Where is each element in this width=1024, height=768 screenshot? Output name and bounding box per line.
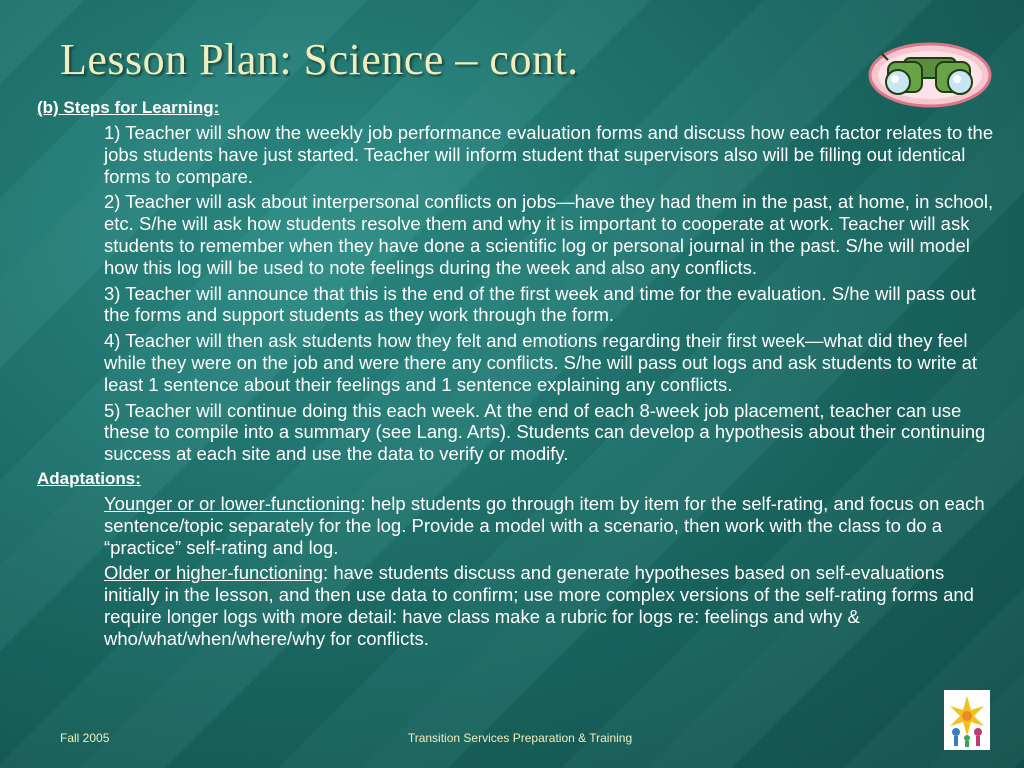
step-item: 4) Teacher will then ask students how they felt and emotions regarding their first week—what did they feel while they were on the job and were there any conflicts. S/he will pass out logs and ask students to write at least 1 sentence about their feelings and 1 sentence explaining any conflicts.	[104, 330, 978, 395]
footer-organization: Transition Services Preparation & Training	[407, 731, 633, 745]
step-item: 1) Teacher will show the weekly job performance evaluation forms and discuss how each factor relates to the jobs students have just started. Teacher will inform student that supervisors also will be filling out identical forms to compare.	[104, 122, 994, 187]
organization-logo-icon	[944, 690, 990, 750]
step-item: 2) Teacher will ask about interpersonal conflicts on jobs—have they had them in the past, at home, in school, etc. S/he will ask how students resolve them and why it is important to cooperate at work. Teacher will ask students to remember when they have done a scientific log or personal journal in the past. S/he will model how this log will be used to note feelings during the week and also any conflicts.	[104, 191, 994, 278]
adaptation-text: : help students go through item by item for the self-rating, and focus on each sentence/topic separately for the log. Provide a model with a scenario, then work with the class to do a “practice” self-rating and log.	[104, 492, 985, 558]
slide-body	[37, 98, 1002, 654]
step-item: 3) Teacher will announce that this is the end of the first week and time for the evaluation. S/he will pass out the forms and support students as they work through the form.	[104, 282, 976, 326]
adaptation-label: Younger or or lower-functioning	[104, 492, 361, 514]
adaptation-text: : have students discuss and generate hypotheses based on self-evaluations initially in the lesson, and then use data to confirm; use more complex versions of the self-rating forms and require longer logs with more detail: have class make a rubric for logs re: feelings and why & who/what/when/where/why for conflicts.	[104, 562, 974, 649]
adaptation-item	[104, 562, 1002, 649]
step-item: 5) Teacher will continue doing this each week. At the end of each 8-week job placement, teacher can use these to compile into a summary (see Lang. Arts). Students can develop a hypothesis about their continuing success at each site and use the data to verify or modify.	[104, 399, 986, 465]
adaptations-heading: Adaptations:	[37, 468, 141, 488]
adaptation-label: Older or higher-functioning	[104, 562, 324, 584]
slide-title: Lesson Plan: Science – cont.	[60, 35, 579, 84]
steps-heading: (b) Steps for Learning:	[37, 98, 220, 117]
footer-date: Fall 2005	[60, 731, 110, 745]
adaptation-item	[104, 493, 1002, 558]
